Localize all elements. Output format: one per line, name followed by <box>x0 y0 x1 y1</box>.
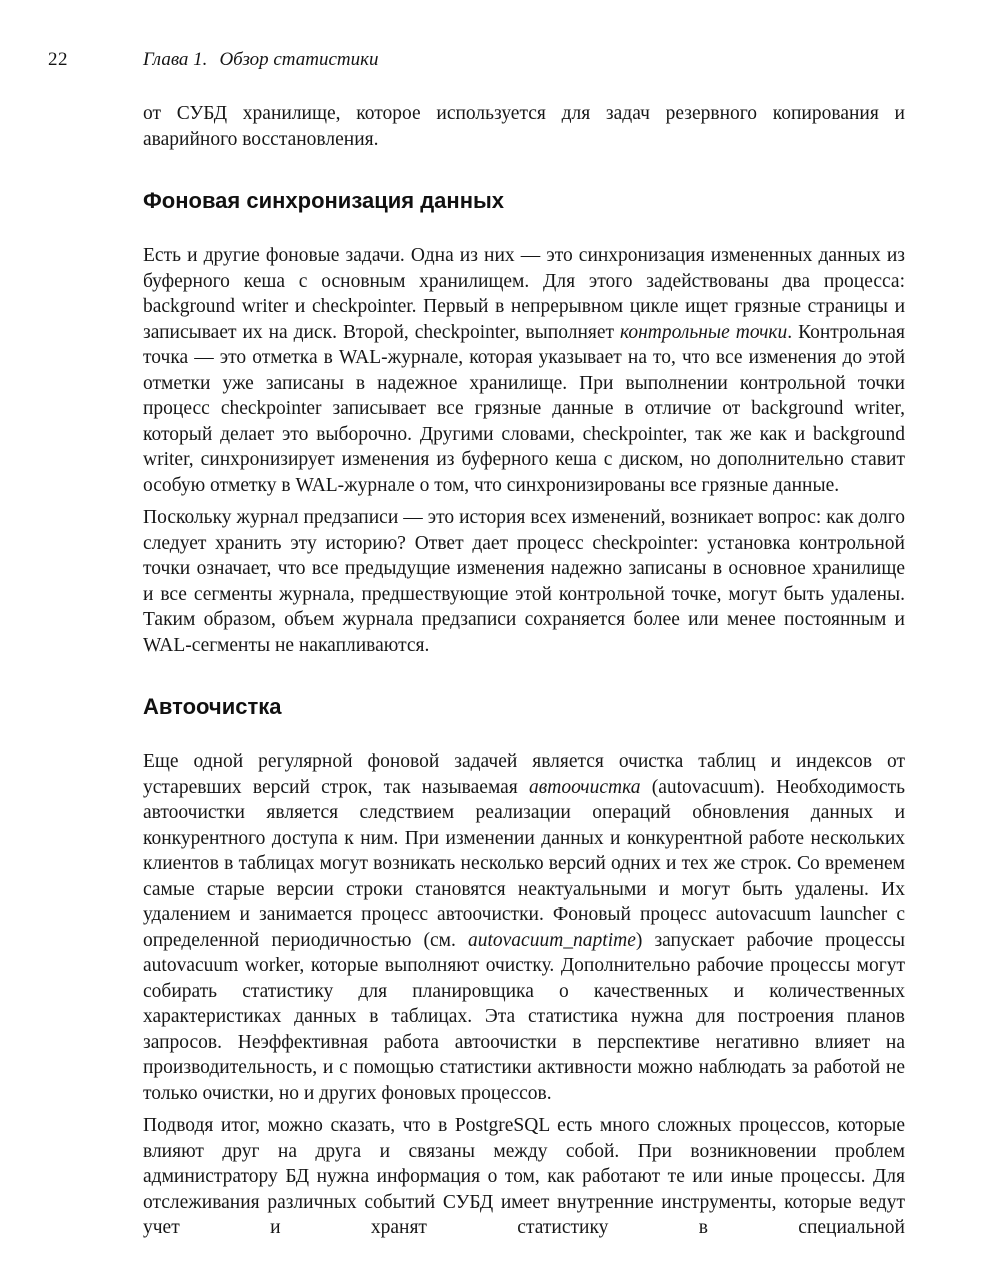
running-title <box>143 48 379 72</box>
running-title-section: Обзор статистики <box>219 49 379 70</box>
section-heading-background-sync: Фоновая синхронизация данных <box>143 188 505 213</box>
text-run: . Контрольная точка — это отметка в WAL-журнале, которая указывает на то, что все изменения до этой отметки уже записаны в надежное хранилище. При выполнении контрольной точки процесс checkpointer записывает все грязные данные в отличие от background writer, который делает это выборочно. Другими словами, checkpointer, так же как и background writer, синхронизирует изменения из буферного кеша с диском, но дополнительно ставит особую отметку в WAL-журнале о том, что синхронизированы все грязные данные. <box>143 321 905 496</box>
text-run: (autovacuum). Необходимость автоочистки является следствием реализации операций обновления данных и конкурентного доступа к ним. При изменении данных и конкурентной работе нескольких клиентов в таблицах могут возникать несколько версий одних и тех же строк. Со временем самые старые версии строки становятся неактуальными и могут быть удалены. Их удалением и занимается процесс автоочистки. Фоновый процесс autovacuum launcher с определенной периодичностью (см. <box>143 776 905 951</box>
text-run: ) запускает рабочие процессы autovacuum worker, которые выполняют очистку. Дополнительно рабочие процессы могут собирать статистику для планировщика о качественных и количественных характеристиках данных в таблицах. Эта статистика нужна для построения планов запросов. Неэффективная работа автоочистки в перспективе негативно влияет на производительность, и с помощью статистики активности можно наблюдать за работой не только очистки, но и других фоновых процессов. <box>143 929 906 1104</box>
paragraph-background-sync-1 <box>143 243 905 498</box>
paragraph-summary: Подводя итог, можно сказать, что в PostgreSQL есть много сложных процессов, которые влияют друг на друга и связаны между собой. При возникновении проблем администратору БД нужна информация о том, как работают те или иные процессы. Для отслеживания различных событий СУБД имеет внутренние инструменты, которые ведут учет и хранят статистику в специальной <box>143 1115 905 1238</box>
text-run-italic: автоочистка <box>529 776 641 798</box>
section-heading-autovacuum: Автоочистка <box>143 694 282 719</box>
text-run: Еще одной регулярной фоновой задачей является очистка таблиц и индексов от устаревших версий строк, так называемая <box>143 751 905 798</box>
paragraph-background-sync-2: Поскольку журнал предзаписи — это история всех изменений, возникает вопрос: как долго следует хранить эту историю? Ответ дает процесс checkpointer: установка контрольной точки означает, что все предыдущие изменения надежно записаны в основное хранилище и все сегменты журнала, предшествующие этой контрольной точке, могут быть удалены. Таким образом, объем журнала предзаписи сохраняется более или менее постоянным и WAL-сегменты не накапливаются. <box>143 507 905 656</box>
running-head <box>48 48 905 72</box>
paragraph-autovacuum-1 <box>143 749 905 1106</box>
intro-paragraph: от СУБД хранилище, которое используется для задач резервного копирования и аварийного восстановления. <box>143 103 905 150</box>
page-body <box>143 101 905 1248</box>
text-run-italic: autovacuum_naptime <box>467 929 636 951</box>
text-run-italic: контрольные точки <box>619 321 788 343</box>
running-title-chapter: Глава 1. <box>143 49 208 70</box>
page-number: 22 <box>48 49 68 70</box>
text-run: Есть и другие фоновые задачи. Одна из них — это синхронизация измененных данных из буферного кеша с основным хранилищем. Для этого задействованы два процесса: background writer и checkpointer. Первый в непрерывном цикле ищет грязные страницы и записывает их на диск. Второй, checkpointer, выполняет <box>143 245 905 343</box>
